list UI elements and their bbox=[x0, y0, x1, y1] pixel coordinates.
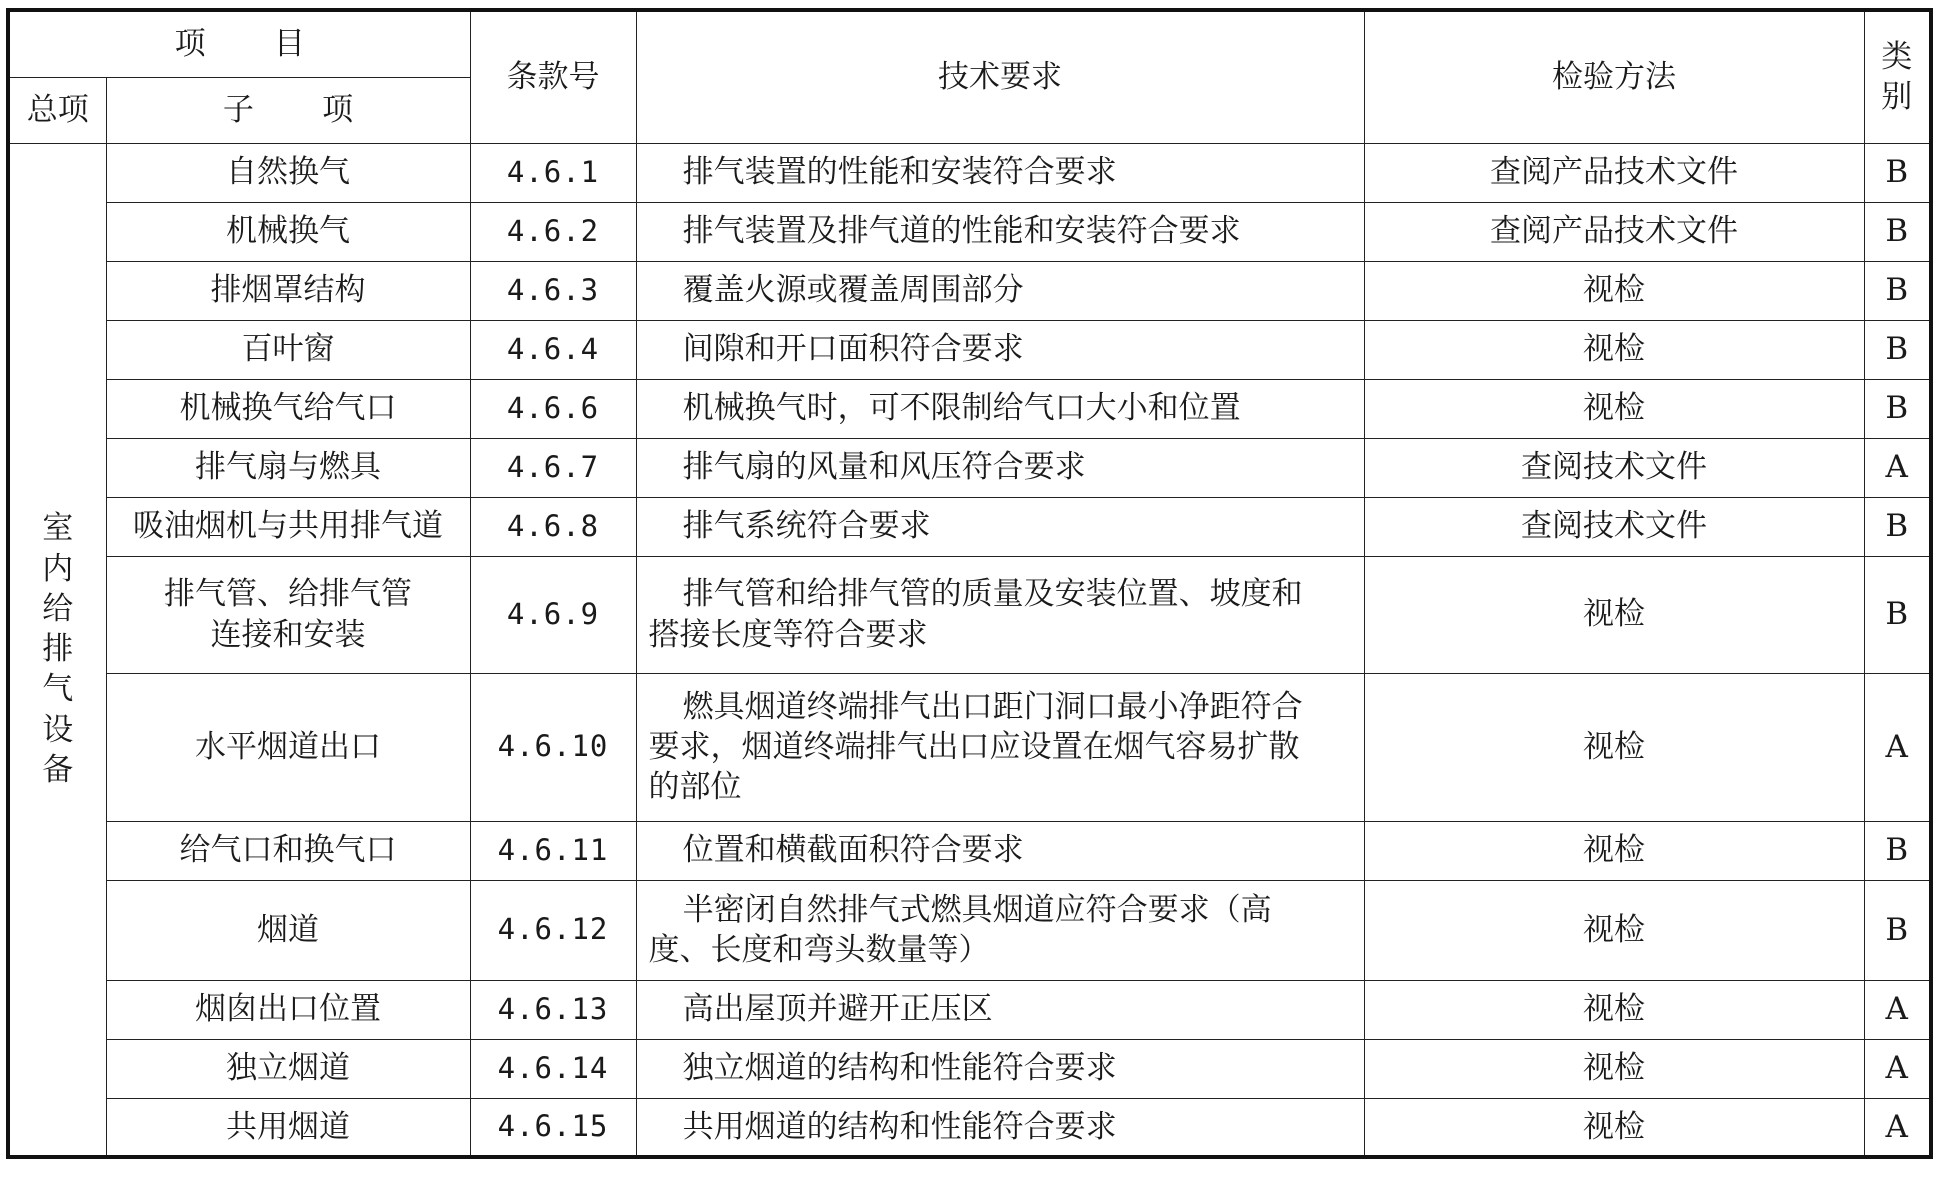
requirement-cell bbox=[636, 261, 1364, 320]
requirement-text: 搭接长度等符合要求 bbox=[648, 616, 928, 653]
table-header bbox=[8, 10, 1931, 143]
table-row bbox=[8, 980, 1931, 1039]
table-row bbox=[8, 438, 1931, 497]
table-row bbox=[8, 497, 1931, 556]
requirement-text: 共用烟道的结构和性能符合要求 bbox=[682, 1108, 1117, 1145]
sub-item-text: 吸油烟机与共用排气道 bbox=[133, 508, 443, 545]
method-cell: 查阅技术文件 bbox=[1364, 497, 1864, 556]
sub-item-text: 排烟罩结构 bbox=[210, 272, 366, 309]
requirement-text: 度、长度和弯头数量等） bbox=[648, 932, 990, 968]
header-clause: 条款号 bbox=[470, 10, 636, 143]
requirement-cell bbox=[636, 143, 1364, 202]
requirement-cell bbox=[636, 202, 1364, 261]
requirement-cell bbox=[636, 880, 1364, 980]
requirement-cell bbox=[636, 1039, 1364, 1098]
sub-item-text: 烟道 bbox=[257, 911, 319, 948]
method-cell: 查阅技术文件 bbox=[1364, 438, 1864, 497]
category-cell: A bbox=[1864, 1098, 1931, 1157]
category-cell: A bbox=[1864, 980, 1931, 1039]
sub-item-cell bbox=[106, 497, 470, 556]
table-row bbox=[8, 556, 1931, 673]
clause-cell: 4.6.11 bbox=[470, 821, 636, 880]
clause-cell: 4.6.4 bbox=[470, 320, 636, 379]
sub-item-text: 排气扇与燃具 bbox=[195, 449, 381, 486]
sub-item-cell bbox=[106, 556, 470, 673]
group-label-char: 气 bbox=[42, 671, 74, 708]
sub-item-cell bbox=[106, 821, 470, 880]
group-label-char: 给 bbox=[42, 590, 74, 627]
group-label-char: 排 bbox=[42, 631, 74, 668]
sub-item-cell bbox=[106, 143, 470, 202]
requirement-text: 的部位 bbox=[648, 769, 742, 806]
requirement-cell bbox=[636, 1098, 1364, 1157]
sub-item-text: 机械换气 bbox=[226, 213, 350, 250]
requirement-cell bbox=[636, 556, 1364, 673]
requirement-text: 位置和横截面积符合要求 bbox=[682, 832, 1024, 869]
clause-cell: 4.6.13 bbox=[470, 980, 636, 1039]
sub-item-text: 机械换气给气口 bbox=[179, 390, 397, 427]
category-cell: B bbox=[1864, 880, 1931, 980]
table-row bbox=[8, 379, 1931, 438]
method-cell: 视检 bbox=[1364, 980, 1864, 1039]
requirement-text: 覆盖火源或覆盖周围部分 bbox=[682, 272, 1024, 309]
requirement-cell bbox=[636, 497, 1364, 556]
category-cell: B bbox=[1864, 320, 1931, 379]
requirement-cell bbox=[636, 980, 1364, 1039]
requirement-text: 独立烟道的结构和性能符合要求 bbox=[682, 1050, 1117, 1087]
clause-cell: 4.6.3 bbox=[470, 261, 636, 320]
sub-item-cell bbox=[106, 1098, 470, 1157]
category-cell: A bbox=[1864, 438, 1931, 497]
requirement-text: 间隙和开口面积符合要求 bbox=[682, 331, 1024, 368]
clause-cell: 4.6.8 bbox=[470, 497, 636, 556]
category-cell: B bbox=[1864, 143, 1931, 202]
requirement-cell bbox=[636, 673, 1364, 821]
sub-item-cell bbox=[106, 673, 470, 821]
clause-cell: 4.6.15 bbox=[470, 1098, 636, 1157]
requirement-text: 要求，烟道终端排气出口应设置在烟气容易扩散 bbox=[648, 728, 1300, 765]
table-row bbox=[8, 202, 1931, 261]
sub-item-text: 百叶窗 bbox=[241, 331, 335, 368]
method-cell: 视检 bbox=[1364, 379, 1864, 438]
table-row bbox=[8, 821, 1931, 880]
method-cell: 查阅产品技术文件 bbox=[1364, 143, 1864, 202]
clause-cell: 4.6.12 bbox=[470, 880, 636, 980]
method-cell: 视检 bbox=[1364, 556, 1864, 673]
sub-item-cell bbox=[106, 379, 470, 438]
requirement-text: 排气扇的风量和风压符合要求 bbox=[682, 449, 1086, 486]
sub-item-cell bbox=[106, 980, 470, 1039]
header-method: 检验方法 bbox=[1364, 10, 1864, 143]
requirement-cell bbox=[636, 320, 1364, 379]
method-cell: 查阅产品技术文件 bbox=[1364, 202, 1864, 261]
category-cell: B bbox=[1864, 556, 1931, 673]
table-row bbox=[8, 1098, 1931, 1157]
sub-item-cell bbox=[106, 202, 470, 261]
requirement-text: 燃具烟道终端排气出口距门洞口最小净距符合 bbox=[682, 688, 1303, 725]
group-label-char: 备 bbox=[42, 751, 74, 788]
clause-cell: 4.6.7 bbox=[470, 438, 636, 497]
sub-item-text: 共用烟道 bbox=[226, 1108, 350, 1145]
clause-cell: 4.6.14 bbox=[470, 1039, 636, 1098]
clause-cell: 4.6.2 bbox=[470, 202, 636, 261]
group-label-char: 内 bbox=[42, 550, 74, 587]
sub-item-cell bbox=[106, 438, 470, 497]
header-category-line1: 类 bbox=[1881, 38, 1913, 75]
group-label-char: 设 bbox=[42, 711, 74, 748]
sub-item-text: 给气口和换气口 bbox=[179, 832, 397, 869]
category-cell: B bbox=[1864, 379, 1931, 438]
requirement-text: 排气系统符合要求 bbox=[682, 508, 931, 545]
method-cell: 视检 bbox=[1364, 1039, 1864, 1098]
sub-item-text: 烟囱出口位置 bbox=[195, 991, 381, 1028]
method-cell: 视检 bbox=[1364, 673, 1864, 821]
header-row-1 bbox=[8, 10, 1931, 77]
header-main-item: 总项 bbox=[8, 77, 106, 143]
header-sub-item bbox=[106, 77, 470, 143]
requirement-text: 机械换气时，可不限制给气口大小和位置 bbox=[682, 390, 1241, 427]
sub-item-text: 排气管、给排气管 bbox=[164, 576, 412, 613]
table-row bbox=[8, 1039, 1931, 1098]
header-category bbox=[1864, 10, 1931, 143]
header-category-line2: 别 bbox=[1881, 79, 1913, 116]
sub-item-cell bbox=[106, 320, 470, 379]
clause-cell: 4.6.9 bbox=[470, 556, 636, 673]
table-row bbox=[8, 143, 1931, 202]
sub-item-cell bbox=[106, 880, 470, 980]
sub-item-cell bbox=[106, 1039, 470, 1098]
category-cell: B bbox=[1864, 202, 1931, 261]
sub-item-cell bbox=[106, 261, 470, 320]
method-cell: 视检 bbox=[1364, 880, 1864, 980]
header-requirement: 技术要求 bbox=[636, 10, 1364, 143]
sub-item-text: 水平烟道出口 bbox=[195, 728, 381, 765]
group-label bbox=[8, 143, 106, 1157]
category-cell: B bbox=[1864, 261, 1931, 320]
table-row bbox=[8, 880, 1931, 980]
inspection-table bbox=[6, 8, 1933, 1159]
requirement-cell bbox=[636, 821, 1364, 880]
sub-item-text: 自然换气 bbox=[226, 154, 350, 191]
table-row bbox=[8, 320, 1931, 379]
header-sub-item-left: 子 bbox=[222, 91, 254, 128]
header-item-left: 项 bbox=[174, 26, 206, 63]
category-cell: B bbox=[1864, 821, 1931, 880]
table-row bbox=[8, 673, 1931, 821]
method-cell: 视检 bbox=[1364, 320, 1864, 379]
method-cell: 视检 bbox=[1364, 261, 1864, 320]
sub-item-text: 独立烟道 bbox=[226, 1050, 350, 1087]
method-cell: 视检 bbox=[1364, 1098, 1864, 1157]
requirement-text: 排气装置及排气道的性能和安装符合要求 bbox=[682, 213, 1241, 250]
sub-item-text: 连接和安装 bbox=[210, 616, 366, 653]
group-label-char: 室 bbox=[42, 510, 74, 547]
table-row bbox=[8, 261, 1931, 320]
requirement-cell bbox=[636, 438, 1364, 497]
method-cell: 视检 bbox=[1364, 821, 1864, 880]
requirement-text: 半密闭自然排气式燃具烟道应符合要求（高 bbox=[682, 891, 1272, 928]
clause-cell: 4.6.10 bbox=[470, 673, 636, 821]
requirement-text: 排气管和给排气管的质量及安装位置、坡度和 bbox=[682, 576, 1303, 613]
header-sub-item-right: 项 bbox=[322, 91, 354, 128]
category-cell: A bbox=[1864, 1039, 1931, 1098]
clause-cell: 4.6.1 bbox=[470, 143, 636, 202]
requirement-text: 排气装置的性能和安装符合要求 bbox=[682, 154, 1117, 191]
category-cell: B bbox=[1864, 497, 1931, 556]
category-cell: A bbox=[1864, 673, 1931, 821]
requirement-text: 高出屋顶并避开正压区 bbox=[682, 991, 993, 1028]
requirement-cell bbox=[636, 379, 1364, 438]
table-body bbox=[8, 143, 1931, 1157]
table-wrapper bbox=[6, 8, 1933, 1159]
header-item-right: 目 bbox=[273, 26, 305, 63]
header-item bbox=[8, 10, 470, 77]
clause-cell: 4.6.6 bbox=[470, 379, 636, 438]
